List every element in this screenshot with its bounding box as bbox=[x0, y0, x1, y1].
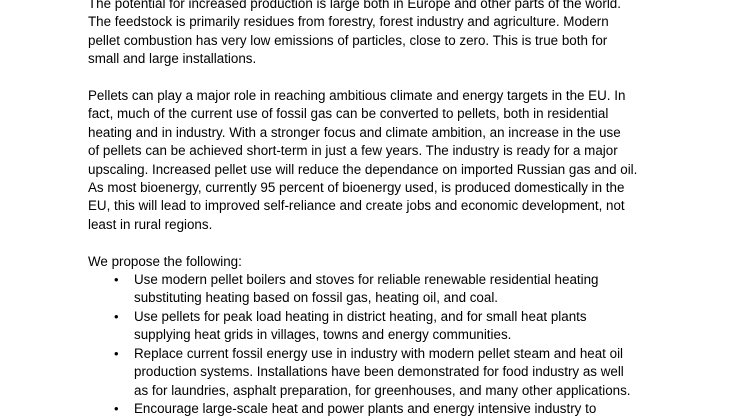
text-line: substituting heating based on fossil gas, heating oil, and coal. bbox=[134, 290, 499, 306]
paragraph-climate-targets bbox=[88, 87, 660, 234]
list-item bbox=[88, 345, 660, 400]
text-line: least in rural regions. bbox=[88, 216, 213, 232]
text-line: of pellets can be achieved short-term in just a few years. The industry is ready for a major bbox=[88, 143, 618, 159]
text-line: Replace current fossil energy use in industry with modern pellet steam and heat oil bbox=[134, 345, 624, 361]
text-line: Use pellets for peak load heating in district heating, and for small heat plants bbox=[134, 308, 587, 324]
text-line: production systems. Installations have been demonstrated for food industry as well bbox=[134, 364, 624, 380]
list-item bbox=[88, 308, 660, 345]
text-line: Pellets can play a major role in reaching ambitious climate and energy targets in the EU. In bbox=[88, 88, 626, 104]
text-line: The potential for increased production is large both in Europe and other parts of the world. bbox=[88, 0, 621, 11]
list-item bbox=[88, 400, 660, 418]
paragraph-pellet-potential bbox=[88, 0, 660, 69]
bullet-icon: • bbox=[114, 308, 119, 324]
text-line: EU, this will lead to improved self-reliance and create jobs and economic development, not bbox=[88, 198, 625, 214]
text-line: Use modern pellet boilers and stoves for reliable renewable residential heating bbox=[134, 272, 599, 288]
text-line: supplying heat grids in villages, towns and energy communities. bbox=[134, 327, 512, 343]
bullet-icon: • bbox=[114, 400, 119, 416]
text-line: As most bioenergy, currently 95 percent of bioenergy used, is produced domestically in the bbox=[88, 180, 625, 196]
text-line: The feedstock is primarily residues from forestry, forest industry and agriculture. Modern bbox=[88, 14, 609, 30]
document-body bbox=[88, 0, 660, 418]
text-line: small and large installations. bbox=[88, 51, 257, 67]
bullet-icon: • bbox=[114, 272, 119, 288]
text-line: heating and in industry. With a stronger focus and climate ambition, an increase in the use bbox=[88, 124, 621, 140]
text-line: as for laundries, asphalt preparation, for greenhouses, and many other applications. bbox=[134, 382, 631, 398]
text-line: upscaling. Increased pellet use will reduce the dependance on imported Russian gas and oil. bbox=[88, 161, 638, 177]
proposals-list bbox=[88, 271, 660, 418]
text-line: Encourage large-scale heat and power plants and energy intensive industry to bbox=[134, 400, 597, 416]
bullet-icon: • bbox=[114, 345, 119, 361]
text-line: fact, much of the current use of fossil gas can be converted to pellets, both in residential bbox=[88, 106, 609, 122]
list-item bbox=[88, 271, 660, 308]
proposals-intro: We propose the following: bbox=[88, 253, 242, 269]
text-line: pellet combustion has very low emissions of particles, close to zero. This is true both for bbox=[88, 32, 608, 48]
